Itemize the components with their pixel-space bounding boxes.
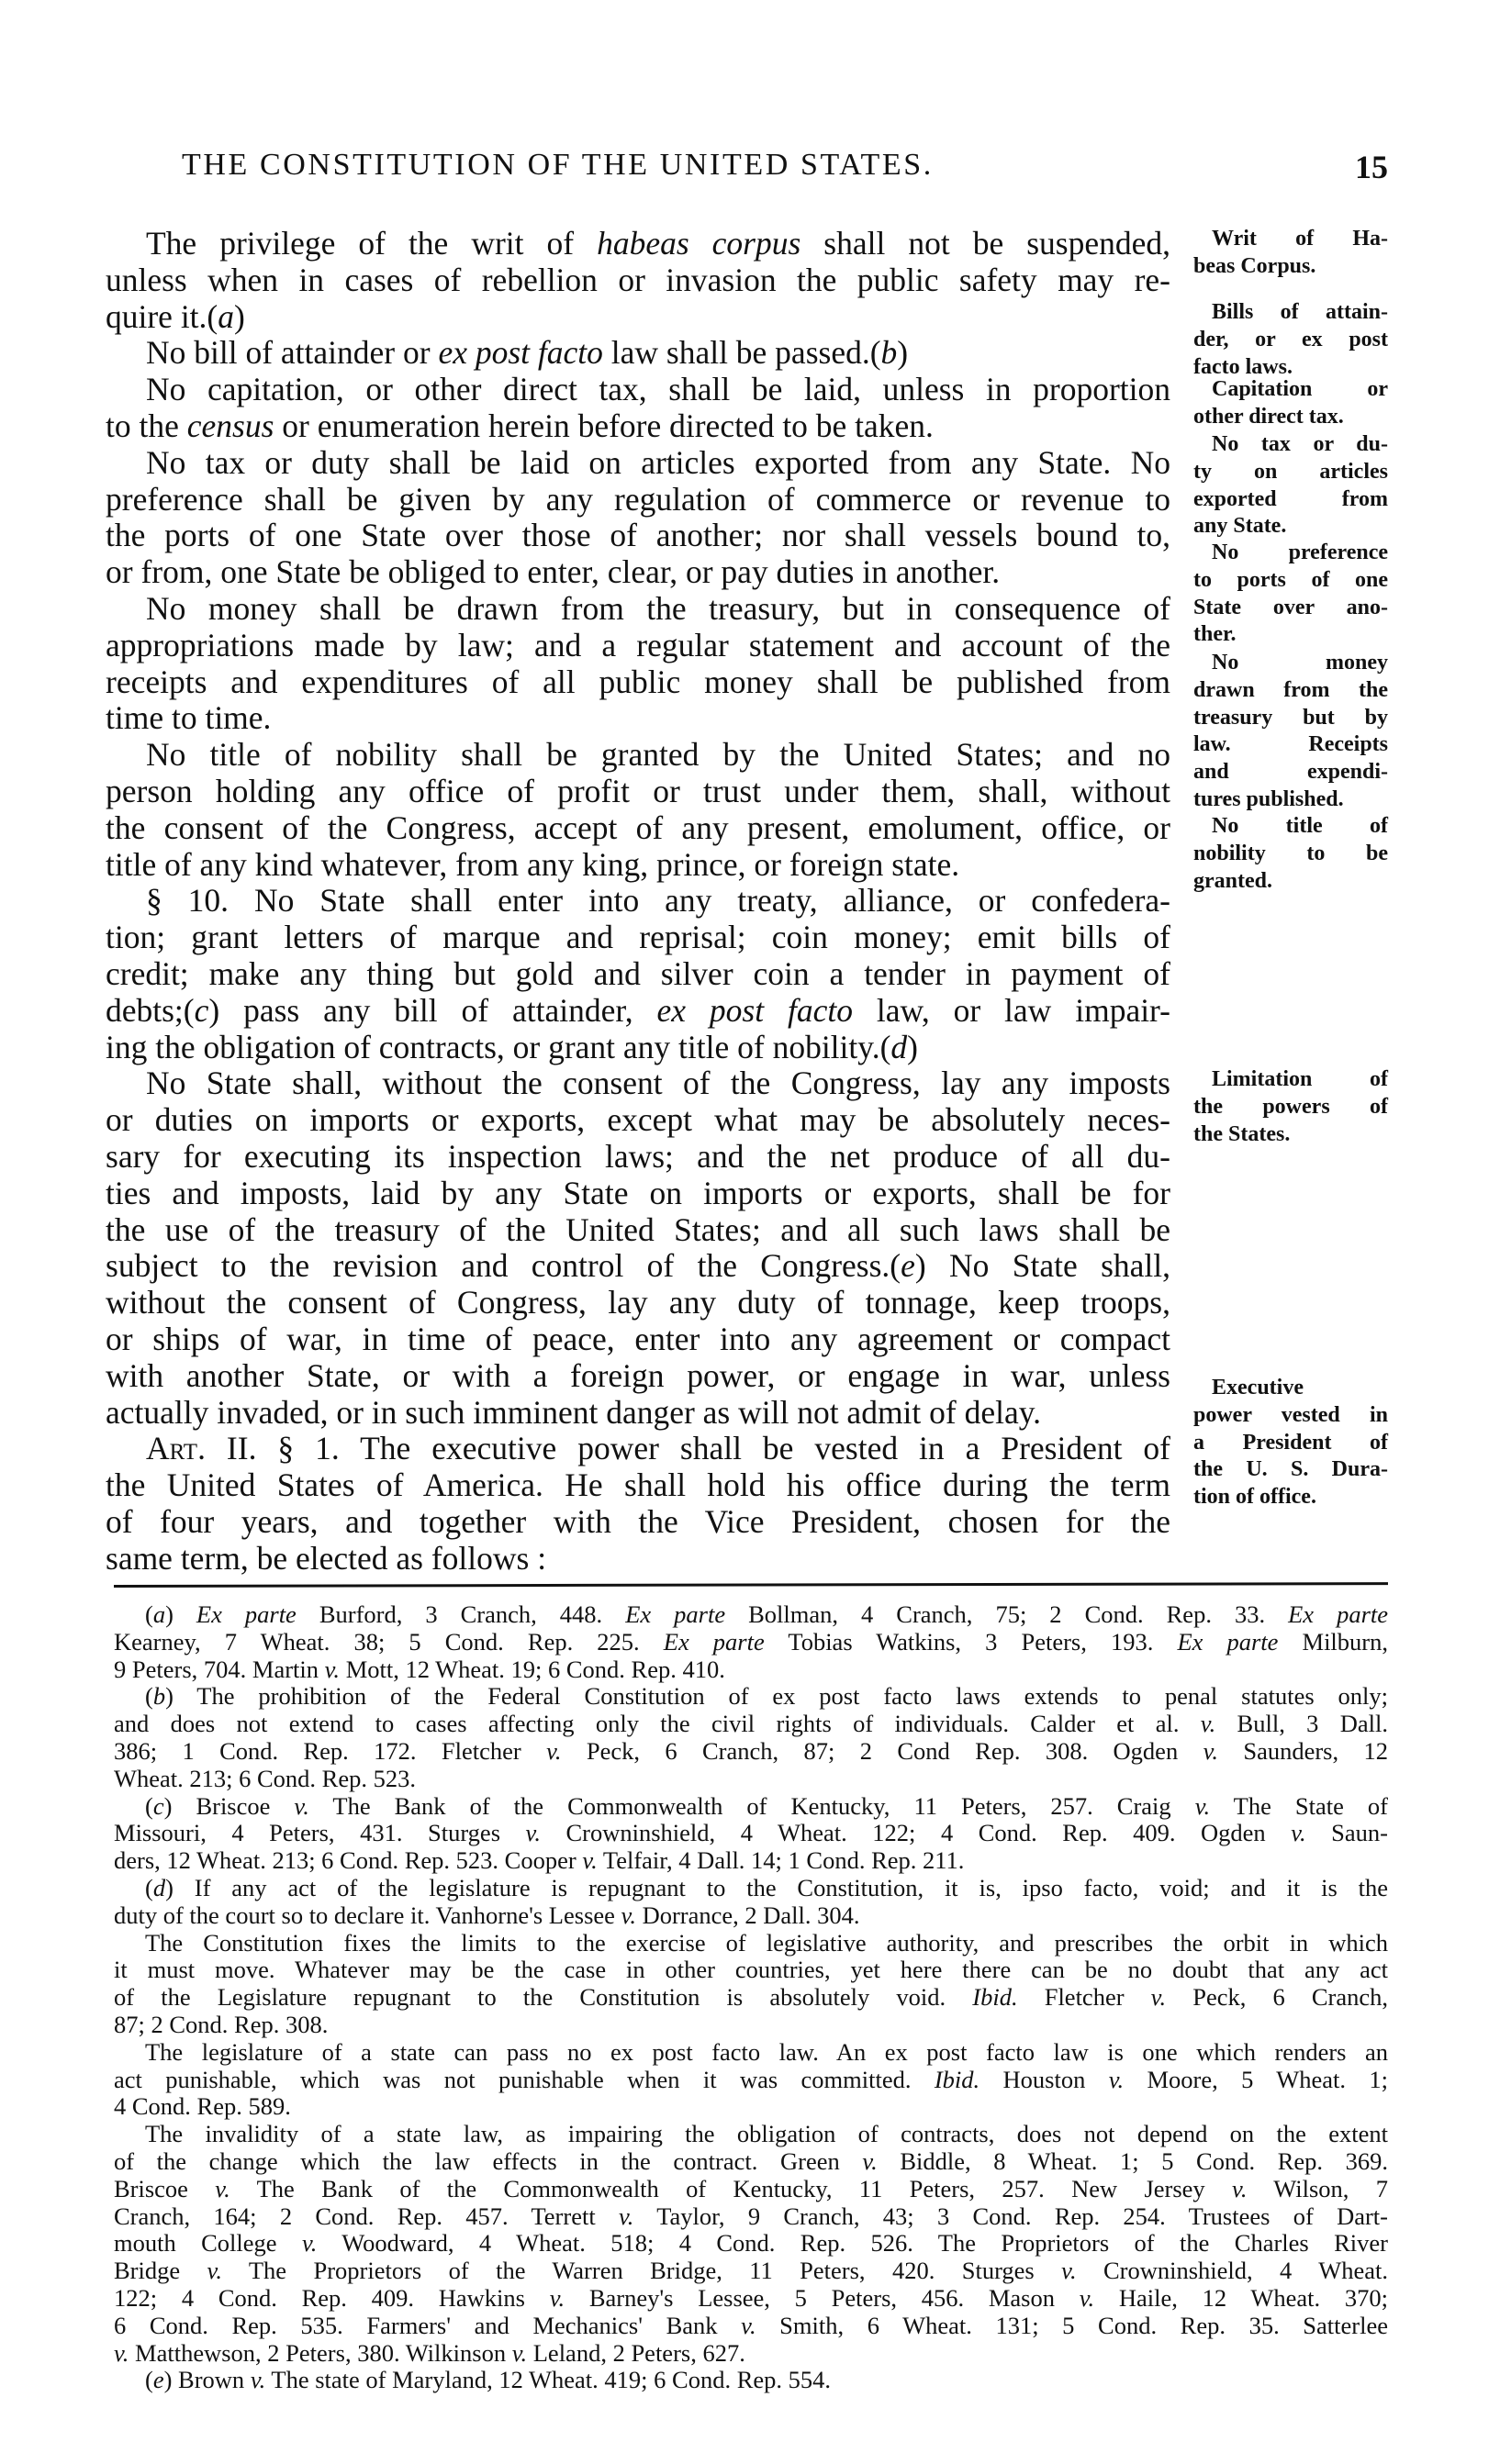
text-segment: ) Briscoe [163, 1791, 295, 1820]
margin-note-line: Writ of Ha- [1212, 227, 1388, 251]
text-segment: or duties on imports or exports, except what may be absolutely neces- [106, 1101, 1170, 1139]
footnote-line [114, 1930, 1388, 1957]
margin-note [1193, 540, 1388, 649]
body-text-line [106, 408, 1170, 445]
text-segment: unless when in cases of rebellion or invasion the public safety may re- [106, 261, 1170, 298]
text-segment: or enumeration herein before directed to be taken. [274, 407, 934, 444]
footnote-line [114, 2340, 1388, 2368]
margin-note-line: the States. [1193, 1121, 1291, 1146]
margin-note-line: the U. S. Dura- [1193, 1457, 1388, 1482]
text-segment: Briscoe [114, 2174, 216, 2202]
footnote-line [114, 1683, 1388, 1711]
text-segment: same term, be elected as follows : [106, 1539, 547, 1577]
italic-text: ex post facto [438, 334, 603, 372]
body-text-line [106, 1358, 1170, 1395]
footnote-divider-rule [114, 1582, 1388, 1588]
text-segment: it must move. Whatever may be the case in other countries, yet here there can be no doubt that any act [114, 1956, 1388, 1984]
text-segment: Kearney, 7 Wheat. 38; 5 Cond. Rep. 225. [114, 1627, 664, 1656]
text-segment: title of any kind whatever, from any king, prince, or foreign state. [106, 845, 960, 883]
italic-text: Ex parte [196, 1600, 297, 1628]
text-segment: The Bank of the Commonwealth of Kentucky, 11 Peters, 257. New Jersey [229, 2174, 1233, 2202]
italic-text: v. [301, 2229, 318, 2258]
footnote-line [114, 2313, 1388, 2340]
text-segment: The legislature of a state can pass no ex post facto law. An ex post facto law is one which renders an [145, 2037, 1388, 2066]
text-segment: ) [234, 297, 245, 335]
italic-text: b [880, 334, 898, 372]
text-segment: Barney's Lessee, 5 Peters, 456. Mason [565, 2283, 1080, 2312]
italic-text: e [901, 1247, 915, 1285]
text-segment: Art. [146, 1430, 206, 1467]
text-segment: Tobias Watkins, 3 Peters, 193. [764, 1627, 1178, 1656]
text-segment: of four years, and together with the Vice President, chosen for the [106, 1502, 1170, 1540]
text-segment: the United States of America. He shall hold his office during the term [106, 1466, 1170, 1504]
page-number: 15 [1355, 149, 1388, 185]
italic-text: v. [741, 2311, 756, 2339]
margin-note-line: granted. [1193, 868, 1272, 893]
text-segment: The Bank of the Commonwealth of Kentucky, 11 Peters, 257. Craig [308, 1791, 1195, 1820]
body-text-line [106, 226, 1170, 262]
body-text-line [106, 262, 1170, 299]
text-segment: mouth College [114, 2229, 302, 2258]
text-segment: the use of the treasury of the United States; and all such laws shall be [106, 1210, 1170, 1248]
margin-note-line: nobility to be [1193, 841, 1388, 865]
text-segment: Burford, 3 Cranch, 448. [296, 1600, 626, 1628]
text-segment: 122; 4 Cond. Rep. 409. Hawkins [114, 2283, 550, 2312]
footnote-line [114, 1875, 1388, 1902]
footnote-line [114, 2230, 1388, 2258]
text-segment: Peck, 6 Cranch, [1166, 1983, 1388, 2012]
text-segment: 4 Cond. Rep. 589. [114, 2092, 291, 2121]
text-segment: time to time. [106, 699, 272, 737]
body-text-line [106, 1285, 1170, 1321]
text-segment: to the [106, 407, 187, 444]
margin-note-line: other direct tax. [1193, 404, 1344, 429]
margin-note-line: ty on articles [1193, 459, 1388, 484]
text-segment: The Constitution fixes the limits to the exercise of legislative authority, and prescribes the orbit in which [145, 1928, 1388, 1957]
body-text-line [106, 335, 1170, 372]
margin-note-line: der, or ex post [1193, 327, 1388, 351]
italic-text: v. [549, 2283, 565, 2312]
footnote-line [114, 2093, 1388, 2121]
text-segment: Crowninshield, 4 Wheat. 122; 4 Cond. Rep. 409. Ogden [540, 1819, 1292, 1847]
text-segment: The privilege of the writ of [146, 225, 598, 262]
margin-note-line: Executive [1212, 1376, 1304, 1399]
body-text-line [106, 1065, 1170, 1102]
body-text-line [106, 1102, 1170, 1139]
margin-note-line: No tax or du- [1212, 432, 1388, 456]
italic-text: v. [294, 1791, 309, 1820]
body-text-line [106, 1431, 1170, 1467]
body-text-line [106, 372, 1170, 408]
footnote-line [114, 1656, 1388, 1684]
margin-note-line: drawn from the [1193, 677, 1388, 702]
italic-text: v. [250, 2366, 266, 2394]
text-segment: of the Legislature repugnant to the Constitution is absolutely void. [114, 1983, 973, 2012]
italic-text: v. [862, 2146, 878, 2175]
margin-note [1193, 299, 1388, 381]
text-segment: Haile, 12 Wheat. 370; [1094, 2283, 1389, 2312]
italic-text: d [890, 1028, 908, 1065]
body-text-line [106, 1176, 1170, 1212]
text-segment: receipts and expenditures of all public money shall be published from [106, 663, 1170, 700]
body-text-line [106, 1504, 1170, 1541]
body-text-line [106, 445, 1170, 482]
italic-text: v. [1061, 2257, 1077, 2285]
body-text-line [106, 1541, 1170, 1578]
italic-text: v. [1108, 2065, 1125, 2093]
margin-note-line: No title of [1212, 814, 1388, 838]
text-segment: Saun- [1305, 1819, 1388, 1847]
margin-note-line: State over ano- [1193, 595, 1388, 619]
italic-text: v. [215, 2174, 230, 2202]
body-text-line [106, 299, 1170, 336]
footnote-line [114, 1957, 1388, 1984]
text-segment: Crowninshield, 4 Wheat. [1076, 2257, 1388, 2285]
text-segment: ( [145, 1682, 153, 1711]
body-text-line [106, 1030, 1170, 1066]
footnote-line [114, 2258, 1388, 2285]
footnote-line [114, 2067, 1388, 2094]
text-segment: ( [145, 2366, 153, 2394]
text-segment: Smith, 6 Wheat. 131; 5 Cond. Rep. 35. Satterlee [756, 2311, 1389, 2339]
italic-text: v. [525, 1819, 541, 1847]
italic-text: d [152, 1873, 166, 1901]
body-text-line [106, 810, 1170, 847]
text-segment: act punishable, which was not punishable when it was committed. [114, 2065, 935, 2093]
margin-note-line: and expendi- [1193, 760, 1388, 785]
text-segment: Leland, 2 Peters, 627. [527, 2338, 745, 2367]
text-segment: The Proprietors of the Warren Bridge, 11 Peters, 420. Sturges [221, 2257, 1062, 2285]
text-segment: II. § 1. The executive power shall be vested in a President of [205, 1430, 1170, 1467]
text-segment: Peck, 6 Cranch, 87; 2 Cond Rep. 308. Ogden [561, 1736, 1203, 1765]
italic-text: v. [582, 1846, 598, 1875]
margin-note [1193, 1066, 1388, 1148]
text-segment: Bridge [114, 2257, 207, 2285]
body-text-line [106, 1395, 1170, 1432]
footnote-line [114, 1766, 1388, 1793]
text-segment: or ships of war, in time of peace, enter into any agreement or compact [106, 1320, 1170, 1357]
margin-note-line: treasury but by [1193, 705, 1388, 730]
margin-note [1193, 1375, 1388, 1511]
text-segment: Mott, 12 Wheat. 19; 6 Cond. Rep. 410. [340, 1655, 725, 1683]
italic-text: v. [1194, 1791, 1211, 1820]
body-text-line [106, 518, 1170, 554]
text-segment: 9 Peters, 704. Martin [114, 1655, 325, 1683]
italic-text: Ex parte [1177, 1627, 1279, 1656]
text-segment: Cranch, 164; 2 Cond. Rep. 457. Terrett [114, 2202, 619, 2230]
body-text-line [106, 1248, 1170, 1285]
italic-text: Ibid. [934, 2065, 980, 2093]
margin-note [1193, 813, 1388, 895]
footnote-line [114, 1629, 1388, 1656]
text-segment: appropriations made by law; and a regular statement and account of the [106, 626, 1170, 663]
body-text-line [106, 554, 1170, 591]
text-segment: ) [165, 1600, 196, 1628]
italic-text: c [194, 991, 209, 1029]
italic-text: c [152, 1791, 164, 1820]
text-segment: No title of nobility shall be granted by the United States; and no [146, 736, 1170, 774]
text-segment: ) No State shall, [914, 1247, 1170, 1285]
text-segment: Milburn, [1278, 1627, 1388, 1656]
text-segment: tion; grant letters of marque and reprisal; coin money; emit bills of [106, 919, 1170, 956]
text-segment: ) The prohibition of the Federal Constitution of ex post facto laws extends to penal statutes only; [165, 1682, 1388, 1711]
margin-note-line: tures published. [1193, 786, 1344, 811]
italic-text: v. [1291, 1819, 1306, 1847]
footnote-line [114, 1601, 1388, 1629]
text-segment: No money shall be drawn from the treasury, but in consequence of [146, 589, 1170, 627]
body-text-line [106, 1212, 1170, 1249]
text-segment: person holding any office of profit or trust under them, shall, without [106, 772, 1170, 809]
footnote-line [114, 2148, 1388, 2176]
margin-note-line: Capitation or [1212, 377, 1388, 401]
text-segment: Telfair, 4 Dall. 14; 1 Cond. Rep. 211. [597, 1846, 965, 1875]
footnote-line [114, 1820, 1388, 1847]
margin-note-line: No preference [1212, 541, 1388, 564]
body-text-line [106, 993, 1170, 1030]
text-segment: Bollman, 4 Cranch, 75; 2 Cond. Rep. 33. [725, 1600, 1289, 1628]
running-title: THE CONSTITUTION OF THE UNITED STATES. [182, 148, 934, 182]
margin-note-line: a President of [1193, 1430, 1388, 1455]
text-segment: No State shall, without the consent of the Congress, lay any imposts [146, 1065, 1170, 1102]
text-segment: without the consent of Congress, lay any duty of tonnage, keep troops, [106, 1284, 1170, 1321]
margin-note-line: facto laws. [1193, 354, 1293, 379]
italic-text: census [186, 407, 274, 444]
footnote-line [114, 1793, 1388, 1821]
text-segment: sary for executing its inspection laws; and the net produce of all du- [106, 1137, 1170, 1175]
body-text-line [106, 628, 1170, 664]
italic-text: v. [1150, 1983, 1167, 2012]
text-segment: ) Brown [163, 2366, 251, 2394]
margin-note-line: tion of office. [1193, 1485, 1316, 1510]
text-segment: ) If any act of the legislature is repugnant to the Constitution, it is, ipso facto, void; and it is the [165, 1873, 1388, 1901]
margin-note [1193, 650, 1388, 814]
italic-text: e [152, 2366, 164, 2394]
text-segment: the consent of the Congress, accept of any present, emolument, office, or [106, 808, 1170, 846]
text-segment: ders, 12 Wheat. 213; 6 Cond. Rep. 523. Cooper [114, 1846, 583, 1875]
footnote-line [114, 1711, 1388, 1738]
text-segment: Biddle, 8 Wheat. 1; 5 Cond. Rep. 369. [877, 2146, 1388, 2175]
text-segment: Houston [979, 2065, 1109, 2093]
body-text-line [106, 1139, 1170, 1176]
text-segment: ) pass any bill of attainder, [208, 991, 657, 1029]
text-segment: No bill of attainder or [146, 334, 439, 372]
italic-text: v. [621, 1901, 636, 1929]
text-segment: Wheat. 213; 6 Cond. Rep. 523. [114, 1764, 416, 1792]
italic-text: v. [324, 1655, 341, 1683]
footnote-line [114, 1738, 1388, 1766]
body-text-line [106, 774, 1170, 810]
footnote-line [114, 2367, 1388, 2394]
text-segment: with another State, or with a foreign power, or engage in war, unless [106, 1356, 1170, 1394]
text-segment: Saunders, 12 [1217, 1736, 1388, 1765]
text-segment: debts;( [106, 991, 195, 1029]
margin-note-line: the powers of [1193, 1094, 1388, 1119]
text-segment: Fletcher [1017, 1983, 1151, 2012]
italic-text: v. [207, 2257, 222, 2285]
footnote-line [114, 2039, 1388, 2067]
margin-note [1193, 431, 1388, 541]
text-segment: ing the obligation of contracts, or grant any title of nobility.( [106, 1028, 891, 1065]
italic-text: v. [114, 2338, 129, 2367]
body-text-line [106, 591, 1170, 628]
text-segment: credit; make any thing but gold and silver coin a tender in payment of [106, 954, 1170, 992]
text-segment: Matthewson, 2 Peters, 380. Wilkinson [129, 2338, 512, 2367]
footnote-line [114, 2121, 1388, 2148]
text-segment: The State of [1210, 1791, 1388, 1820]
text-segment: The invalidity of a state law, as impairing the obligation of contracts, does not depend on the extent [145, 2120, 1388, 2148]
text-segment: Bull, 3 Dall. [1215, 1710, 1388, 1738]
italic-text: a [218, 297, 234, 335]
text-segment: 386; 1 Cond. Rep. 172. Fletcher [114, 1736, 547, 1765]
text-segment: ) [897, 334, 909, 372]
text-segment: 6 Cond. Rep. 535. Farmers' and Mechanics' Bank [114, 2311, 742, 2339]
italic-text: Ex parte [625, 1600, 726, 1628]
italic-text: v. [1232, 2174, 1248, 2202]
text-segment: law, or law impair- [852, 991, 1170, 1029]
footnotes-section [114, 1601, 1388, 2394]
italic-text: v. [546, 1736, 562, 1765]
text-segment: Moore, 5 Wheat. 1; [1124, 2065, 1388, 2093]
text-segment: preference shall be given by any regulation of commerce or revenue to [106, 480, 1170, 518]
footnote-line [114, 1984, 1388, 2012]
body-text-line [106, 482, 1170, 518]
text-segment: Dorrance, 2 Dall. 304. [635, 1901, 860, 1929]
italic-text: a [152, 1600, 166, 1628]
text-segment: subject to the revision and control of the Congress.( [106, 1247, 901, 1285]
margin-note-line: beas Corpus. [1193, 253, 1316, 278]
text-segment: ties and imposts, laid by any State on imports or exports, shall be for [106, 1174, 1170, 1211]
italic-text: ex post facto [656, 991, 853, 1029]
text-segment: actually invaded, or in such imminent danger as will not admit of delay. [106, 1393, 1042, 1431]
margin-note [1193, 226, 1388, 281]
body-text-line [106, 920, 1170, 956]
text-segment: the ports of one State over those of another; nor shall vessels bound to, [106, 517, 1170, 554]
body-text-line [106, 847, 1170, 884]
italic-text: v. [1203, 1736, 1218, 1765]
italic-text: Ex parte [663, 1627, 765, 1656]
margin-note-line: any State. [1193, 514, 1287, 539]
italic-text: v. [618, 2202, 634, 2230]
body-text-line [106, 1467, 1170, 1504]
margin-note-line: Limitation of [1212, 1067, 1388, 1091]
footnote-line [114, 2285, 1388, 2313]
main-text-column [106, 226, 1170, 1577]
text-segment: ( [145, 1791, 153, 1820]
text-segment: Woodward, 4 Wheat. 518; 4 Cond. Rep. 526. The Proprietors of the Charles River [317, 2229, 1388, 2258]
italic-text: habeas corpus [597, 225, 801, 262]
body-text-line [106, 1321, 1170, 1358]
text-segment: 87; 2 Cond. Rep. 308. [114, 2010, 329, 2038]
italic-text: v. [1200, 1710, 1216, 1738]
italic-text: b [152, 1682, 166, 1711]
body-text-line [106, 883, 1170, 920]
margin-note-line: power vested in [1193, 1402, 1388, 1427]
text-segment: or from, one State be obliged to enter, clear, or pay duties in another. [106, 553, 1001, 591]
text-segment: shall not be suspended, [800, 225, 1170, 262]
text-segment: No capitation, or other direct tax, shall be laid, unless in proportion [146, 371, 1170, 408]
italic-text: Ex parte [1288, 1600, 1389, 1628]
body-text-line [106, 700, 1170, 737]
footnote-line [114, 1847, 1388, 1875]
text-segment: § 10. No State shall enter into any treaty, alliance, or confedera- [146, 882, 1170, 920]
text-segment: ( [145, 1600, 153, 1628]
footnote-line [114, 2176, 1388, 2203]
body-text-line [106, 664, 1170, 701]
italic-text: Ibid. [972, 1983, 1018, 2012]
text-segment: No tax or duty shall be laid on articles exported from any State. No [146, 443, 1170, 481]
text-segment: Taylor, 9 Cranch, 43; 3 Cond. Rep. 254. Trustees of Dart- [633, 2202, 1388, 2230]
margin-note-line: ther. [1193, 622, 1237, 647]
margin-note-line: law. Receipts [1193, 732, 1388, 757]
margin-note-line: exported from [1193, 486, 1388, 511]
text-segment: law shall be passed.( [602, 334, 881, 372]
text-segment: and does not extend to cases affecting only the civil rights of individuals. Calder et al. [114, 1710, 1201, 1738]
margin-note-line: Bills of attain- [1212, 300, 1388, 324]
margin-note-line: No money [1212, 651, 1388, 675]
text-segment: of the change which the law effects in the contract. Green [114, 2146, 863, 2175]
text-segment: The state of Maryland, 12 Wheat. 419; 6 Cond. Rep. 554. [265, 2366, 832, 2394]
text-segment: ( [145, 1873, 153, 1901]
footnote-line [114, 2012, 1388, 2039]
text-segment: duty of the court so to declare it. Vanhorne's Lessee [114, 1901, 621, 1929]
margin-note-line: to ports of one [1193, 567, 1388, 592]
margin-note [1193, 376, 1388, 431]
text-segment: Missouri, 4 Peters, 431. Sturges [114, 1819, 526, 1847]
body-text-line [106, 956, 1170, 993]
text-segment: Wilson, 7 [1247, 2174, 1389, 2202]
body-text-line [106, 737, 1170, 774]
text-segment: quire it.( [106, 297, 218, 335]
footnote-line [114, 1902, 1388, 1930]
italic-text: v. [1079, 2283, 1095, 2312]
footnote-line [114, 2203, 1388, 2231]
italic-text: v. [511, 2338, 528, 2367]
text-segment: ) [907, 1028, 918, 1065]
